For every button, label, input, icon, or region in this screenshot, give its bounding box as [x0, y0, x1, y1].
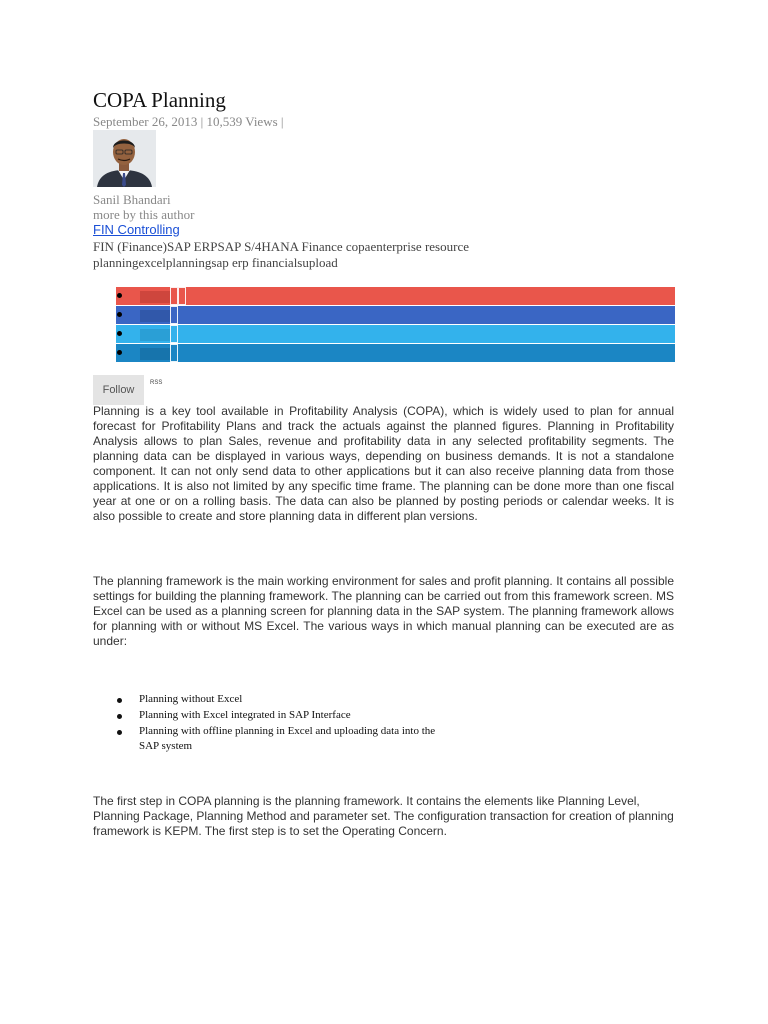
bullet-icon — [117, 312, 122, 317]
author-name[interactable]: Sanil Bhandari — [93, 192, 171, 207]
tag-list[interactable]: FIN (Finance)SAP ERPSAP S/4HANA Finance copaenterprise resource planningexcelplanningsap erp financialsupload — [93, 239, 469, 270]
share-linkedin-icon — [140, 348, 170, 360]
share-linkedin-button[interactable] — [116, 344, 675, 362]
list-item-text: Planning with offline planning in Excel and uploading data into the SAP system — [139, 725, 436, 752]
list-item — [115, 724, 445, 754]
more-by-author-link[interactable]: more by this author — [93, 207, 195, 222]
bullet-icon — [117, 730, 122, 735]
bullet-icon — [117, 293, 122, 298]
share-linkedin-count-frame — [170, 344, 178, 362]
category-link[interactable]: FIN Controlling — [93, 222, 180, 237]
share-bar — [116, 287, 675, 363]
list-item — [115, 708, 445, 723]
share-twitter-count-frame — [170, 325, 178, 343]
share-twitter-button[interactable] — [116, 325, 675, 343]
share-facebook-button[interactable] — [116, 306, 675, 324]
share-twitter-icon — [140, 329, 170, 341]
rss-icon[interactable]: RSS — [150, 380, 163, 386]
intro-paragraph: Planning is a key tool available in Profitability Analysis (COPA), which is widely used to plan for annual forecast for Profitability Plans and track the actuals against the planned figures. Planning in Profitability Analysis allows to plan Sales, revenue and profitability data in any selected profitability segments. The planning data can be displayed in various ways, depending on business demands. It is not a standalone component. It can not only send data to other applications but it can also receive planning data from those applications. It is also not limited by any specific time frame. The planning can be done more than one fiscal year at one or on a rolling basis. The data can also be planned by posting periods or calendar weeks. It is also possible to create and store planning data in different plan versions. — [93, 404, 674, 523]
author-photo — [93, 130, 156, 187]
article-meta: September 26, 2013 | 10,539 Views | — [93, 114, 284, 129]
share-google-icon — [140, 291, 170, 303]
list-item-text: Planning with Excel integrated in SAP Interface — [139, 709, 351, 721]
follow-button[interactable]: Follow — [93, 375, 144, 405]
author-avatar[interactable] — [93, 130, 156, 187]
bullet-icon — [117, 350, 122, 355]
share-facebook-icon — [140, 310, 170, 322]
planning-methods-list — [115, 692, 445, 755]
list-item — [115, 692, 445, 707]
first-step-paragraph: The first step in COPA planning is the planning framework. It contains the elements like Planning Level, Planning Package, Planning Method and parameter set. The configuration transaction for creation of planning framework is KEPM. The first step is to set the Operating Concern. — [93, 794, 674, 838]
bullet-icon — [117, 698, 122, 703]
list-item-text: Planning without Excel — [139, 693, 243, 705]
bullet-icon — [117, 714, 122, 719]
bullet-icon — [117, 331, 122, 336]
share-google-button[interactable] — [116, 287, 675, 305]
page-title: COPA Planning — [93, 88, 226, 112]
share-google-count-frame — [170, 287, 178, 305]
share-google-extra-frame — [178, 287, 186, 305]
framework-paragraph: The planning framework is the main working environment for sales and profit planning. It contains all possible settings for building the planning framework. The planning can be carried out from this framework screen. MS Excel can be used as a planning screen for planning data in the SAP system. The planning framework allows for planning with or without MS Excel. The various ways in which manual planning can be executed are as under: — [93, 574, 674, 648]
share-facebook-count-frame — [170, 306, 178, 324]
